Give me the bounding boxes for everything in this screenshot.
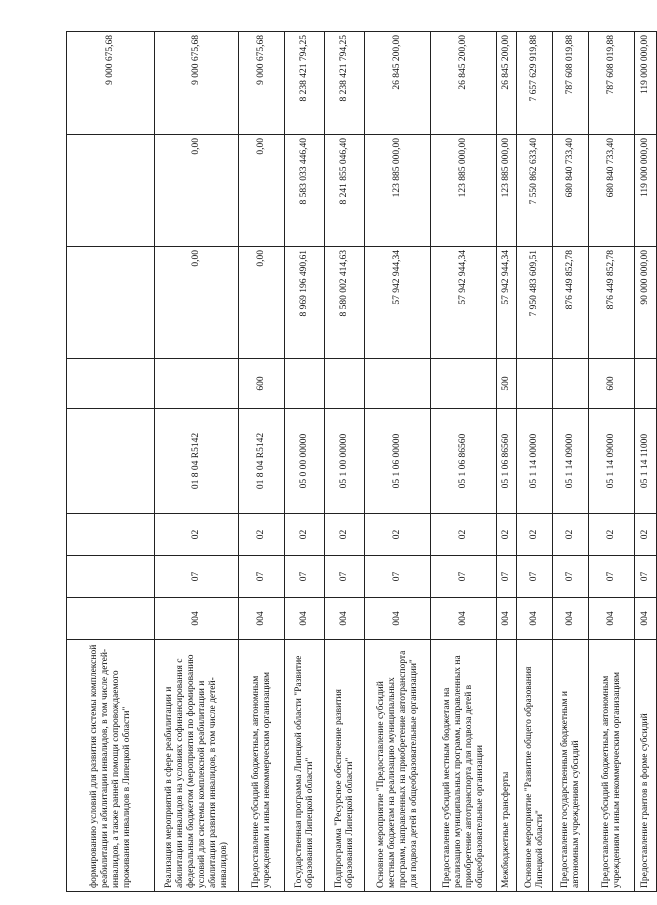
- row-name-cell: Государственная программа Липецкой области "Развитие образования Липецкой области": [285, 640, 325, 892]
- row-section-cell: 07: [635, 556, 657, 598]
- row-code-cell: 004: [365, 598, 431, 640]
- row-amount-1-cell: [67, 247, 155, 359]
- row-code-cell: 004: [497, 598, 517, 640]
- row-amount-3-cell: 787 608 019,88: [589, 32, 635, 135]
- row-amount-1-cell: 90 000 000,00: [635, 247, 657, 359]
- row-amount-3-cell: 9 000 675,68: [67, 32, 155, 135]
- table-row: [553, 32, 589, 892]
- row-amount-1-cell: 876 449 852,78: [553, 247, 589, 359]
- row-code-cell: [67, 598, 155, 640]
- row-expense-type-cell: 600: [239, 359, 285, 409]
- table-row: [589, 32, 635, 892]
- row-amount-2-cell: 119 000 000,00: [635, 135, 657, 247]
- row-amount-3-cell: 8 238 421 794,25: [325, 32, 365, 135]
- row-code-cell: 004: [155, 598, 239, 640]
- row-amount-1-cell: 57 942 944,34: [497, 247, 517, 359]
- row-subsection-cell: [67, 514, 155, 556]
- row-section-cell: 07: [553, 556, 589, 598]
- row-amount-2-cell: 8 241 855 046,40: [325, 135, 365, 247]
- table-row: [431, 32, 497, 892]
- row-expense-type-cell: [431, 359, 497, 409]
- table-row: [365, 32, 431, 892]
- row-name-cell: Предоставление субсидий бюджетным, автономным учреждениям и иным некоммерческим организациям: [239, 640, 285, 892]
- row-subsection-cell: 02: [365, 514, 431, 556]
- row-target-code-cell: 01 8 04 R5142: [239, 409, 285, 514]
- row-target-code-cell: 05 1 06 00000: [365, 409, 431, 514]
- row-amount-2-cell: 8 583 033 446,40: [285, 135, 325, 247]
- row-name-cell: Подпрограмма "Ресурсное обеспечение развития образования Липецкой области": [325, 640, 365, 892]
- row-target-code-cell: 05 1 14 09000: [553, 409, 589, 514]
- row-section-cell: [67, 556, 155, 598]
- row-subsection-cell: 02: [553, 514, 589, 556]
- row-name-cell: Реализация мероприятий в сфере реабилитации и абилитации инвалидов на условиях софинансирования с федеральным бюджетом (мероприятия по формированию условий для системы комплексной реабилитации и абилитации развития инвалидов, в том числе детей-инвалидов): [155, 640, 239, 892]
- row-target-code-cell: [67, 409, 155, 514]
- table-row: [517, 32, 553, 892]
- row-section-cell: 07: [239, 556, 285, 598]
- row-name-cell: Предоставление грантов в форме субсидий: [635, 640, 657, 892]
- row-amount-2-cell: 680 840 733,40: [553, 135, 589, 247]
- row-amount-1-cell: 8 969 196 490,61: [285, 247, 325, 359]
- row-subsection-cell: 02: [325, 514, 365, 556]
- row-amount-1-cell: 7 950 483 609,51: [517, 247, 553, 359]
- row-amount-1-cell: 8 580 002 414,63: [325, 247, 365, 359]
- row-section-cell: 07: [517, 556, 553, 598]
- row-amount-1-cell: 57 942 944,34: [431, 247, 497, 359]
- row-subsection-cell: 02: [589, 514, 635, 556]
- row-section-cell: 07: [325, 556, 365, 598]
- row-expense-type-cell: [635, 359, 657, 409]
- row-expense-type-cell: 500: [497, 359, 517, 409]
- row-code-cell: 004: [431, 598, 497, 640]
- row-amount-2-cell: 123 885 000,00: [497, 135, 517, 247]
- table-row: [635, 32, 657, 892]
- row-section-cell: 07: [365, 556, 431, 598]
- table-row: [285, 32, 325, 892]
- budget-table-body: [67, 32, 657, 892]
- row-amount-1-cell: 57 942 944,34: [365, 247, 431, 359]
- row-amount-3-cell: 26 845 200,00: [365, 32, 431, 135]
- row-amount-3-cell: 787 608 019,88: [553, 32, 589, 135]
- row-section-cell: 07: [589, 556, 635, 598]
- row-amount-2-cell: [67, 135, 155, 247]
- row-amount-1-cell: 876 449 852,78: [589, 247, 635, 359]
- row-target-code-cell: 05 0 00 00000: [285, 409, 325, 514]
- row-subsection-cell: 02: [497, 514, 517, 556]
- table-row: [67, 32, 155, 892]
- row-amount-2-cell: 0,00: [239, 135, 285, 247]
- row-amount-3-cell: 26 845 200,00: [431, 32, 497, 135]
- row-amount-3-cell: 8 238 421 794,25: [285, 32, 325, 135]
- row-name-cell: Предоставление государственным бюджетным и автономным учреждениям субсидий: [553, 640, 589, 892]
- row-subsection-cell: 02: [285, 514, 325, 556]
- row-code-cell: 004: [239, 598, 285, 640]
- row-name-cell: Основное мероприятие "Развитие общего образования Липецкой области": [517, 640, 553, 892]
- row-code-cell: 004: [325, 598, 365, 640]
- row-code-cell: 004: [635, 598, 657, 640]
- row-section-cell: 07: [155, 556, 239, 598]
- row-target-code-cell: 01 8 04 R5142: [155, 409, 239, 514]
- row-name-cell: Предоставление субсидий бюджетным, автономным учреждениям и иным некоммерческим организациям: [589, 640, 635, 892]
- table-row: [497, 32, 517, 892]
- row-section-cell: 07: [431, 556, 497, 598]
- row-expense-type-cell: [365, 359, 431, 409]
- row-subsection-cell: 02: [239, 514, 285, 556]
- row-name-cell: Предоставление субсидий местным бюджетам на реализацию муниципальных программ, направленных на приобретение автотранспорта для подвоза детей в общеобразовательные организации: [431, 640, 497, 892]
- row-expense-type-cell: [155, 359, 239, 409]
- row-amount-1-cell: 0,00: [239, 247, 285, 359]
- row-target-code-cell: 05 1 14 00000: [517, 409, 553, 514]
- rotated-budget-table-page: [66, 32, 650, 892]
- row-target-code-cell: 05 1 06 86560: [431, 409, 497, 514]
- row-target-code-cell: 05 1 06 86560: [497, 409, 517, 514]
- row-target-code-cell: 05 1 00 00000: [325, 409, 365, 514]
- row-code-cell: 004: [553, 598, 589, 640]
- row-amount-2-cell: 123 885 000,00: [431, 135, 497, 247]
- budget-table: [66, 31, 657, 892]
- row-code-cell: 004: [285, 598, 325, 640]
- row-name-cell: Основное мероприятие "Предоставление субсидий местным бюджетам на реализацию муниципальных программ, направленных на приобретение автотранспорта для подвоза детей в общеобразовательные организации": [365, 640, 431, 892]
- row-target-code-cell: 05 1 14 11000: [635, 409, 657, 514]
- row-amount-3-cell: 9 000 675,68: [239, 32, 285, 135]
- row-amount-2-cell: 123 885 000,00: [365, 135, 431, 247]
- table-row: [155, 32, 239, 892]
- row-amount-2-cell: 0,00: [155, 135, 239, 247]
- row-section-cell: 07: [285, 556, 325, 598]
- row-expense-type-cell: [285, 359, 325, 409]
- row-expense-type-cell: [517, 359, 553, 409]
- row-amount-3-cell: 26 845 200,00: [497, 32, 517, 135]
- row-amount-2-cell: 7 550 862 633,40: [517, 135, 553, 247]
- row-subsection-cell: 02: [517, 514, 553, 556]
- row-expense-type-cell: 600: [589, 359, 635, 409]
- row-name-cell: формированию условий для развития системы комплексной реабилитации и абилитации инвалидов, в том числе детей-инвалидов, а также ранней помощи сопровождаемого проживания инвалидов в Липецкой области": [67, 640, 155, 892]
- row-name-cell: Межбюджетные трансферты: [497, 640, 517, 892]
- row-expense-type-cell: [325, 359, 365, 409]
- row-subsection-cell: 02: [155, 514, 239, 556]
- row-code-cell: 004: [517, 598, 553, 640]
- row-target-code-cell: 05 1 14 09000: [589, 409, 635, 514]
- row-code-cell: 004: [589, 598, 635, 640]
- row-subsection-cell: 02: [431, 514, 497, 556]
- row-expense-type-cell: [553, 359, 589, 409]
- row-expense-type-cell: [67, 359, 155, 409]
- table-row: [325, 32, 365, 892]
- row-amount-2-cell: 680 840 733,40: [589, 135, 635, 247]
- row-amount-3-cell: 119 000 000,00: [635, 32, 657, 135]
- row-subsection-cell: 02: [635, 514, 657, 556]
- table-row: [239, 32, 285, 892]
- row-amount-1-cell: 0,00: [155, 247, 239, 359]
- row-amount-3-cell: 9 000 675,68: [155, 32, 239, 135]
- row-section-cell: 07: [497, 556, 517, 598]
- row-amount-3-cell: 7 657 629 919,88: [517, 32, 553, 135]
